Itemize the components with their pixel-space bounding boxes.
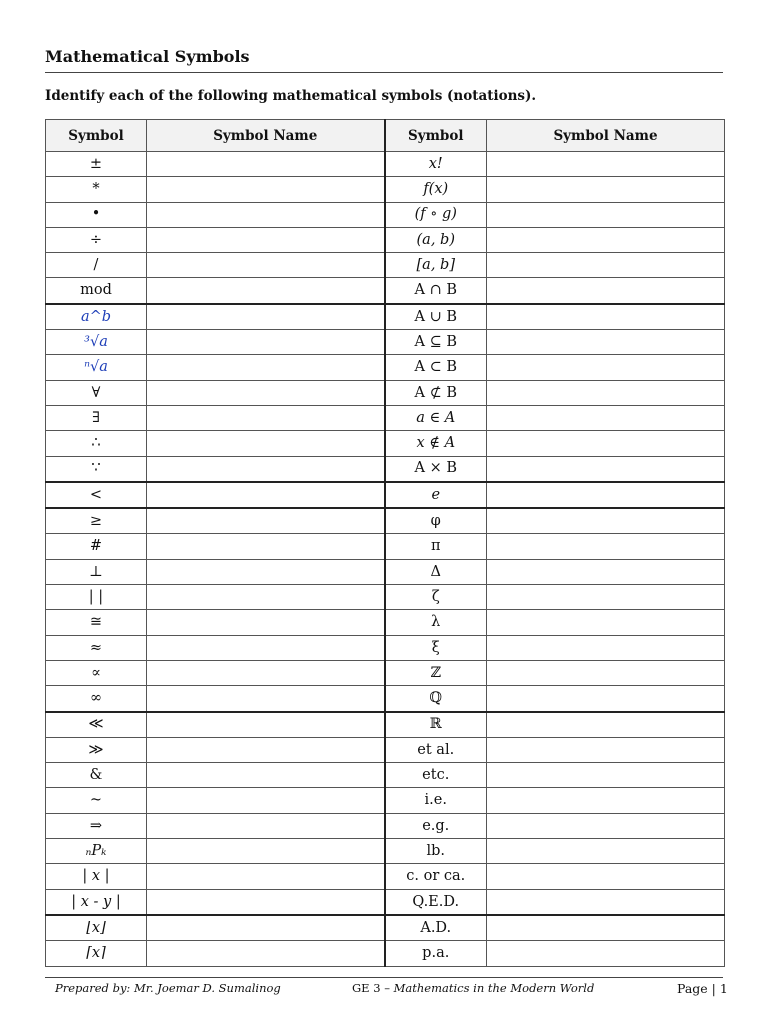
table-row bbox=[46, 482, 725, 508]
left-symbol-cell: ≪ bbox=[46, 712, 147, 738]
right-symbol-cell: Q.E.D. bbox=[385, 889, 487, 915]
footer-course-code: GE 3 – bbox=[352, 981, 394, 995]
left-symbol-name-answer-cell[interactable] bbox=[147, 330, 385, 355]
left-symbol-name-answer-cell[interactable] bbox=[147, 635, 385, 660]
header-symbol-left: Symbol bbox=[46, 120, 147, 152]
right-symbol-cell: et al. bbox=[385, 737, 487, 762]
right-symbol-name-answer-cell[interactable] bbox=[487, 788, 725, 813]
left-symbol-name-answer-cell[interactable] bbox=[147, 278, 385, 304]
right-symbol-cell: A.D. bbox=[385, 915, 487, 941]
table-row bbox=[46, 813, 725, 838]
header-symbol-name-left: Symbol Name bbox=[147, 120, 385, 152]
left-symbol-name-answer-cell[interactable] bbox=[147, 763, 385, 788]
table-row bbox=[46, 380, 725, 405]
left-symbol-cell: a^b bbox=[46, 304, 147, 330]
symbols-table bbox=[45, 119, 725, 967]
left-symbol-cell: ⌈x⌉ bbox=[46, 941, 147, 966]
right-symbol-cell: e.g. bbox=[385, 813, 487, 838]
right-symbol-name-answer-cell[interactable] bbox=[487, 177, 725, 202]
table-row bbox=[46, 763, 725, 788]
right-symbol-cell: lb. bbox=[385, 839, 487, 864]
right-symbol-cell: Δ bbox=[385, 559, 487, 584]
left-symbol-cell: ÷ bbox=[46, 227, 147, 252]
footer-course bbox=[352, 981, 594, 995]
right-symbol-name-answer-cell[interactable] bbox=[487, 304, 725, 330]
right-symbol-cell: (a, b) bbox=[385, 227, 487, 252]
table-row bbox=[46, 864, 725, 889]
right-symbol-name-answer-cell[interactable] bbox=[487, 355, 725, 380]
left-symbol-name-answer-cell[interactable] bbox=[147, 355, 385, 380]
footer-prepared-by: Prepared by: Mr. Joemar D. Sumalinog bbox=[55, 981, 281, 995]
right-symbol-name-answer-cell[interactable] bbox=[487, 915, 725, 941]
title-divider bbox=[45, 72, 723, 73]
left-symbol-name-answer-cell[interactable] bbox=[147, 686, 385, 712]
table-row bbox=[46, 253, 725, 278]
right-symbol-cell: i.e. bbox=[385, 788, 487, 813]
right-symbol-cell: φ bbox=[385, 508, 487, 534]
table-row bbox=[46, 405, 725, 430]
left-symbol-cell: ≫ bbox=[46, 737, 147, 762]
right-symbol-name-answer-cell[interactable] bbox=[487, 610, 725, 635]
left-symbol-name-answer-cell[interactable] bbox=[147, 788, 385, 813]
left-symbol-name-answer-cell[interactable] bbox=[147, 380, 385, 405]
left-symbol-name-answer-cell[interactable] bbox=[147, 534, 385, 559]
right-symbol-name-answer-cell[interactable] bbox=[487, 864, 725, 889]
right-symbol-name-answer-cell[interactable] bbox=[487, 330, 725, 355]
right-symbol-name-answer-cell[interactable] bbox=[487, 585, 725, 610]
table-row bbox=[46, 610, 725, 635]
table-row bbox=[46, 227, 725, 252]
table-row bbox=[46, 660, 725, 685]
left-symbol-cell: ≅ bbox=[46, 610, 147, 635]
right-symbol-name-answer-cell[interactable] bbox=[487, 456, 725, 482]
table-row bbox=[46, 177, 725, 202]
left-symbol-cell: ⊥ bbox=[46, 559, 147, 584]
left-symbol-cell: & bbox=[46, 763, 147, 788]
right-symbol-cell: ℤ bbox=[385, 660, 487, 685]
table-row bbox=[46, 737, 725, 762]
left-symbol-name-answer-cell[interactable] bbox=[147, 227, 385, 252]
left-symbol-cell: | x | bbox=[46, 864, 147, 889]
right-symbol-name-answer-cell[interactable] bbox=[487, 763, 725, 788]
right-symbol-name-answer-cell[interactable] bbox=[487, 152, 725, 177]
table-row bbox=[46, 355, 725, 380]
header-symbol-name-right: Symbol Name bbox=[487, 120, 725, 152]
left-symbol-cell: ³√a bbox=[46, 330, 147, 355]
right-symbol-cell: ζ bbox=[385, 585, 487, 610]
left-symbol-name-answer-cell[interactable] bbox=[147, 864, 385, 889]
right-symbol-cell: ℝ bbox=[385, 712, 487, 738]
document-title: Mathematical Symbols bbox=[45, 47, 250, 66]
left-symbol-name-answer-cell[interactable] bbox=[147, 610, 385, 635]
left-symbol-name-answer-cell[interactable] bbox=[147, 456, 385, 482]
table-row bbox=[46, 635, 725, 660]
table-row bbox=[46, 431, 725, 456]
left-symbol-cell: ⁿ√a bbox=[46, 355, 147, 380]
table-row bbox=[46, 278, 725, 304]
right-symbol-cell: A × B bbox=[385, 456, 487, 482]
left-symbol-cell: • bbox=[46, 202, 147, 227]
right-symbol-cell: f(x) bbox=[385, 177, 487, 202]
right-symbol-cell: [a, b] bbox=[385, 253, 487, 278]
left-symbol-cell: ∃ bbox=[46, 405, 147, 430]
right-symbol-cell: A ∪ B bbox=[385, 304, 487, 330]
right-symbol-cell: ℚ bbox=[385, 686, 487, 712]
left-symbol-name-answer-cell[interactable] bbox=[147, 304, 385, 330]
table-header-row bbox=[46, 120, 725, 152]
right-symbol-name-answer-cell[interactable] bbox=[487, 660, 725, 685]
table-row bbox=[46, 202, 725, 227]
left-symbol-name-answer-cell[interactable] bbox=[147, 737, 385, 762]
right-symbol-name-answer-cell[interactable] bbox=[487, 405, 725, 430]
left-symbol-name-answer-cell[interactable] bbox=[147, 253, 385, 278]
right-symbol-cell: λ bbox=[385, 610, 487, 635]
left-symbol-name-answer-cell[interactable] bbox=[147, 559, 385, 584]
table-row bbox=[46, 559, 725, 584]
left-symbol-name-answer-cell[interactable] bbox=[147, 405, 385, 430]
right-symbol-name-answer-cell[interactable] bbox=[487, 712, 725, 738]
right-symbol-cell: p.a. bbox=[385, 941, 487, 966]
right-symbol-name-answer-cell[interactable] bbox=[487, 635, 725, 660]
left-symbol-cell: ≥ bbox=[46, 508, 147, 534]
right-symbol-cell: x! bbox=[385, 152, 487, 177]
left-symbol-name-answer-cell[interactable] bbox=[147, 202, 385, 227]
left-symbol-name-answer-cell[interactable] bbox=[147, 508, 385, 534]
right-symbol-name-answer-cell[interactable] bbox=[487, 227, 725, 252]
table-row bbox=[46, 915, 725, 941]
right-symbol-cell: A ⊄ B bbox=[385, 380, 487, 405]
right-symbol-name-answer-cell[interactable] bbox=[487, 737, 725, 762]
footer-course-name: Mathematics in the Modern World bbox=[393, 981, 595, 995]
left-symbol-cell: * bbox=[46, 177, 147, 202]
right-symbol-name-answer-cell[interactable] bbox=[487, 941, 725, 966]
left-symbol-name-answer-cell[interactable] bbox=[147, 660, 385, 685]
right-symbol-name-answer-cell[interactable] bbox=[487, 686, 725, 712]
left-symbol-cell: ∝ bbox=[46, 660, 147, 685]
left-symbol-name-answer-cell[interactable] bbox=[147, 482, 385, 508]
left-symbol-cell: < bbox=[46, 482, 147, 508]
left-symbol-cell: ∵ bbox=[46, 456, 147, 482]
left-symbol-name-answer-cell[interactable] bbox=[147, 813, 385, 838]
table-row bbox=[46, 152, 725, 177]
right-symbol-name-answer-cell[interactable] bbox=[487, 839, 725, 864]
right-symbol-cell: A ⊂ B bbox=[385, 355, 487, 380]
right-symbol-cell: A ⊆ B bbox=[385, 330, 487, 355]
right-symbol-name-answer-cell[interactable] bbox=[487, 431, 725, 456]
table-row bbox=[46, 508, 725, 534]
table-row bbox=[46, 304, 725, 330]
table-row bbox=[46, 941, 725, 966]
table-row bbox=[46, 686, 725, 712]
right-symbol-name-answer-cell[interactable] bbox=[487, 813, 725, 838]
left-symbol-cell: ∞ bbox=[46, 686, 147, 712]
right-symbol-name-answer-cell[interactable] bbox=[487, 534, 725, 559]
left-symbol-name-answer-cell[interactable] bbox=[147, 431, 385, 456]
right-symbol-name-answer-cell[interactable] bbox=[487, 559, 725, 584]
right-symbol-cell: π bbox=[385, 534, 487, 559]
right-symbol-name-answer-cell[interactable] bbox=[487, 202, 725, 227]
left-symbol-cell: ₙPₖ bbox=[46, 839, 147, 864]
left-symbol-name-answer-cell[interactable] bbox=[147, 177, 385, 202]
right-symbol-cell: (f ∘ g) bbox=[385, 202, 487, 227]
footer-page-number: Page | 1 bbox=[677, 981, 728, 996]
left-symbol-cell: ⇒ bbox=[46, 813, 147, 838]
table-row bbox=[46, 456, 725, 482]
left-symbol-name-answer-cell[interactable] bbox=[147, 889, 385, 915]
left-symbol-name-answer-cell[interactable] bbox=[147, 915, 385, 941]
left-symbol-cell: / bbox=[46, 253, 147, 278]
left-symbol-name-answer-cell[interactable] bbox=[147, 712, 385, 738]
left-symbol-cell: ~ bbox=[46, 788, 147, 813]
right-symbol-name-answer-cell[interactable] bbox=[487, 508, 725, 534]
right-symbol-cell: x ∉ A bbox=[385, 431, 487, 456]
left-symbol-cell: ∴ bbox=[46, 431, 147, 456]
footer-divider bbox=[45, 977, 723, 978]
right-symbol-name-answer-cell[interactable] bbox=[487, 278, 725, 304]
table-row bbox=[46, 534, 725, 559]
right-symbol-name-answer-cell[interactable] bbox=[487, 380, 725, 405]
table-row bbox=[46, 585, 725, 610]
right-symbol-cell: c. or ca. bbox=[385, 864, 487, 889]
left-symbol-cell: ∀ bbox=[46, 380, 147, 405]
left-symbol-cell: | | bbox=[46, 585, 147, 610]
table-row bbox=[46, 889, 725, 915]
left-symbol-cell: | x - y | bbox=[46, 889, 147, 915]
left-symbol-name-answer-cell[interactable] bbox=[147, 585, 385, 610]
header-symbol-right: Symbol bbox=[385, 120, 487, 152]
table-row bbox=[46, 788, 725, 813]
left-symbol-name-answer-cell[interactable] bbox=[147, 941, 385, 966]
left-symbol-name-answer-cell[interactable] bbox=[147, 839, 385, 864]
right-symbol-cell: e bbox=[385, 482, 487, 508]
right-symbol-cell: ξ bbox=[385, 635, 487, 660]
right-symbol-cell: A ∩ B bbox=[385, 278, 487, 304]
table-row bbox=[46, 839, 725, 864]
left-symbol-cell: ± bbox=[46, 152, 147, 177]
table-row bbox=[46, 712, 725, 738]
right-symbol-cell: etc. bbox=[385, 763, 487, 788]
left-symbol-cell: ≈ bbox=[46, 635, 147, 660]
left-symbol-cell: # bbox=[46, 534, 147, 559]
left-symbol-cell: mod bbox=[46, 278, 147, 304]
table-row bbox=[46, 330, 725, 355]
instruction-text: Identify each of the following mathematical symbols (notations). bbox=[45, 88, 537, 104]
right-symbol-name-answer-cell[interactable] bbox=[487, 889, 725, 915]
left-symbol-name-answer-cell[interactable] bbox=[147, 152, 385, 177]
right-symbol-name-answer-cell[interactable] bbox=[487, 253, 725, 278]
right-symbol-cell: a ∈ A bbox=[385, 405, 487, 430]
left-symbol-cell: ⌊x⌋ bbox=[46, 915, 147, 941]
right-symbol-name-answer-cell[interactable] bbox=[487, 482, 725, 508]
